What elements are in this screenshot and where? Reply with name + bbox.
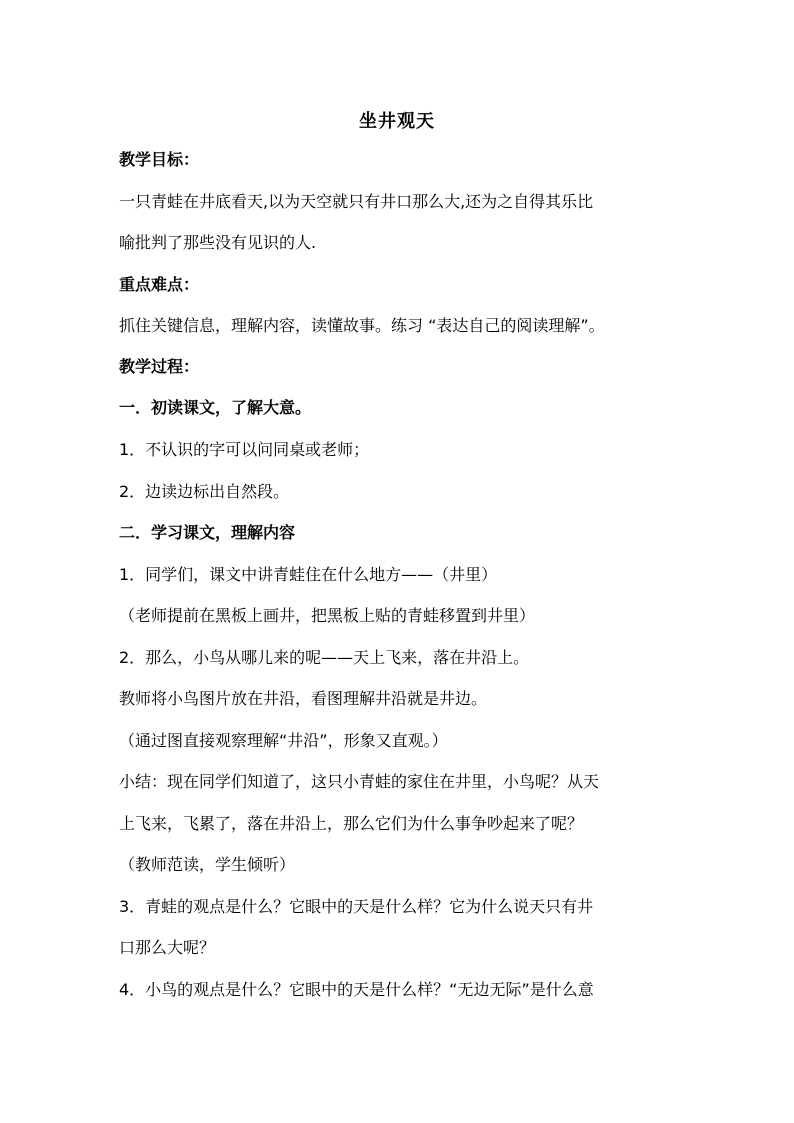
heading-teaching-goals: 教学目标： (119, 150, 200, 169)
paragraph-line: （通过图直接观察理解“井沿”，形象又直观。） (119, 731, 448, 750)
section-heading-2: 二．学习课文，理解内容 (119, 523, 296, 542)
paragraph-line: 小结：现在同学们知道了，这只小青蛙的家住在井里，小鸟呢？从天 (119, 772, 600, 791)
paragraph-line: 教师将小鸟图片放在井沿，看图理解井沿就是井边。 (119, 689, 488, 708)
paragraph-line: 口那么大呢？ (119, 938, 216, 957)
paragraph-line: 抓住关键信息，理解内容，读懂故事。练习 “表达自己的阅读理解”。 (119, 316, 605, 335)
paragraph-line: （老师提前在黑板上画井，把黑板上贴的青蛙移置到井里） (119, 606, 536, 625)
list-item: 1．不认识的字可以问同桌或老师； (119, 440, 370, 459)
list-item: 1．同学们，课文中讲青蛙住在什么地方——（井里） (119, 565, 498, 584)
heading-teaching-process: 教学过程： (119, 357, 200, 376)
paragraph-line: 喻批判了那些没有见识的人. (119, 233, 317, 252)
list-item: 3．青蛙的观点是什么？它眼中的天是什么样？它为什么说天只有井 (119, 897, 594, 916)
paragraph-line: （教师范读，学生倾听） (119, 855, 296, 874)
document-title: 坐井观天 (359, 111, 435, 132)
heading-key-points: 重点难点： (119, 275, 200, 294)
list-item: 4．小鸟的观点是什么？它眼中的天是什么样？“无边无际”是什么意 (119, 980, 594, 999)
section-heading-1: 一．初读课文，了解大意。 (119, 398, 312, 417)
paragraph-line: 上飞来，飞累了，落在井沿上，那么它们为什么事争吵起来了呢？ (119, 814, 584, 833)
list-item: 2．边读边标出自然段。 (119, 482, 290, 501)
paragraph-line: 一只青蛙在井底看天,以为天空就只有井口那么大,还为之自得其乐比 (119, 192, 594, 211)
list-item: 2．那么，小鸟从哪儿来的呢——天上飞来，落在井沿上。 (119, 648, 530, 667)
